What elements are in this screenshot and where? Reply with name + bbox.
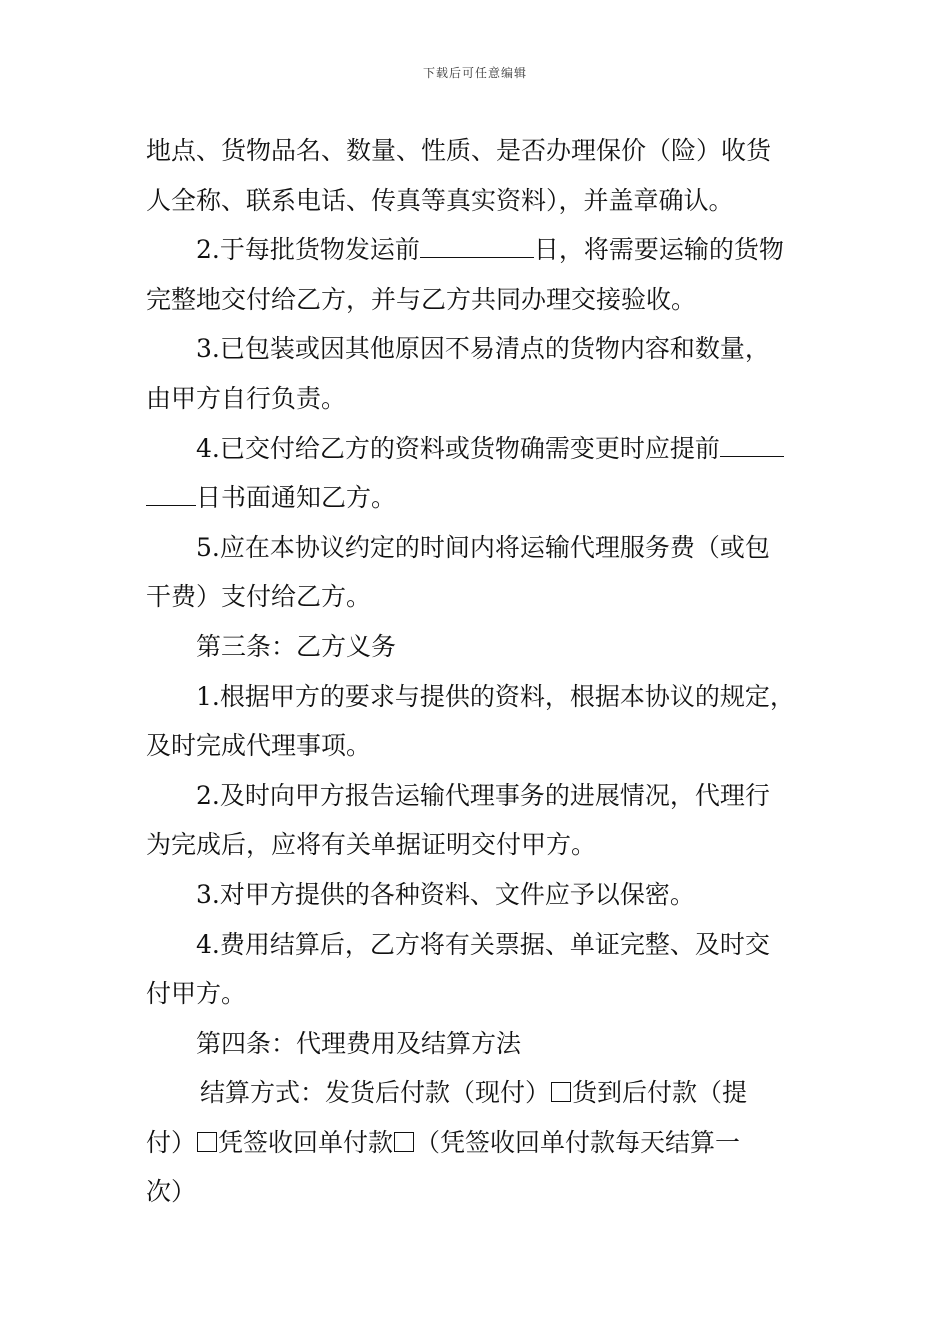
duty-3-line: 3.对甲方提供的各种资料、文件应予以保密。	[196, 879, 695, 909]
checkbox-collect[interactable]	[197, 1132, 217, 1152]
paragraph-line: 干费）支付给乙方。	[146, 582, 372, 612]
clause-4-line-cont	[146, 473, 812, 523]
paragraph-line: 由甲方自行负责。	[146, 383, 347, 413]
settlement-text-cont: 货到后付款（提	[572, 1078, 748, 1108]
paragraph-line: 次）	[146, 1177, 197, 1207]
duty-2-line: 2.及时向甲方报告运输代理事务的进展情况，代理行	[196, 780, 770, 810]
article-3-heading: 第三条：乙方义务	[196, 631, 397, 661]
clause-2-text-cont: 日，将需要运输的货物	[533, 235, 784, 265]
paragraph-line: 完整地交付给乙方，并与乙方共同办理交接验收。	[146, 284, 697, 314]
paragraph-line: 为完成后，应将有关单据证明交付甲方。	[146, 830, 597, 860]
duty-1-line: 1.根据甲方的要求与提供的资料，根据本协议的规定，	[196, 681, 795, 711]
checkbox-receipt[interactable]	[394, 1132, 414, 1152]
fill-in-blank	[720, 432, 784, 457]
paragraph-line: 地点、货物品名、数量、性质、是否办理保价（险）收货	[146, 136, 772, 165]
clause-2-line	[146, 225, 812, 275]
settlement-text: 结算方式：发货后付款（现付）	[200, 1078, 551, 1108]
paragraph-line: 人全称、联系电话、传真等真实资料），并盖章确认。	[146, 185, 734, 215]
document-body	[146, 126, 812, 1217]
settlement-text: 凭签收回单付款	[218, 1127, 394, 1157]
clause-4-line	[146, 424, 812, 474]
clause-4-text-cont: 日书面通知乙方。	[196, 483, 397, 513]
duty-4-line: 4.费用结算后，乙方将有关票据、单证完整、及时交	[196, 929, 770, 959]
paragraph-line: 付甲方。	[146, 979, 247, 1009]
settlement-line-cont	[146, 1118, 812, 1168]
paragraph-line: 及时完成代理事项。	[146, 731, 372, 761]
clause-2-text: 2.于每批货物发运前	[196, 235, 420, 265]
settlement-text: （凭签收回单付款每天结算一	[415, 1127, 741, 1157]
checkbox-cash[interactable]	[551, 1082, 571, 1102]
settlement-text: 付）	[146, 1127, 197, 1157]
article-4-heading: 第四条：代理费用及结算方法	[196, 1028, 522, 1058]
clause-3-line: 3.已包装或因其他原因不易清点的货物内容和数量，	[196, 334, 770, 364]
clause-5-line: 5.应在本协议约定的时间内将运输代理服务费（或包	[196, 532, 770, 562]
page-header: 下载后可任意编辑	[422, 66, 527, 80]
fill-in-blank	[146, 481, 196, 506]
fill-in-blank	[420, 233, 534, 258]
clause-4-text: 4.已交付给乙方的资料或货物确需变更时应提前	[196, 433, 720, 463]
settlement-line	[146, 1068, 812, 1118]
